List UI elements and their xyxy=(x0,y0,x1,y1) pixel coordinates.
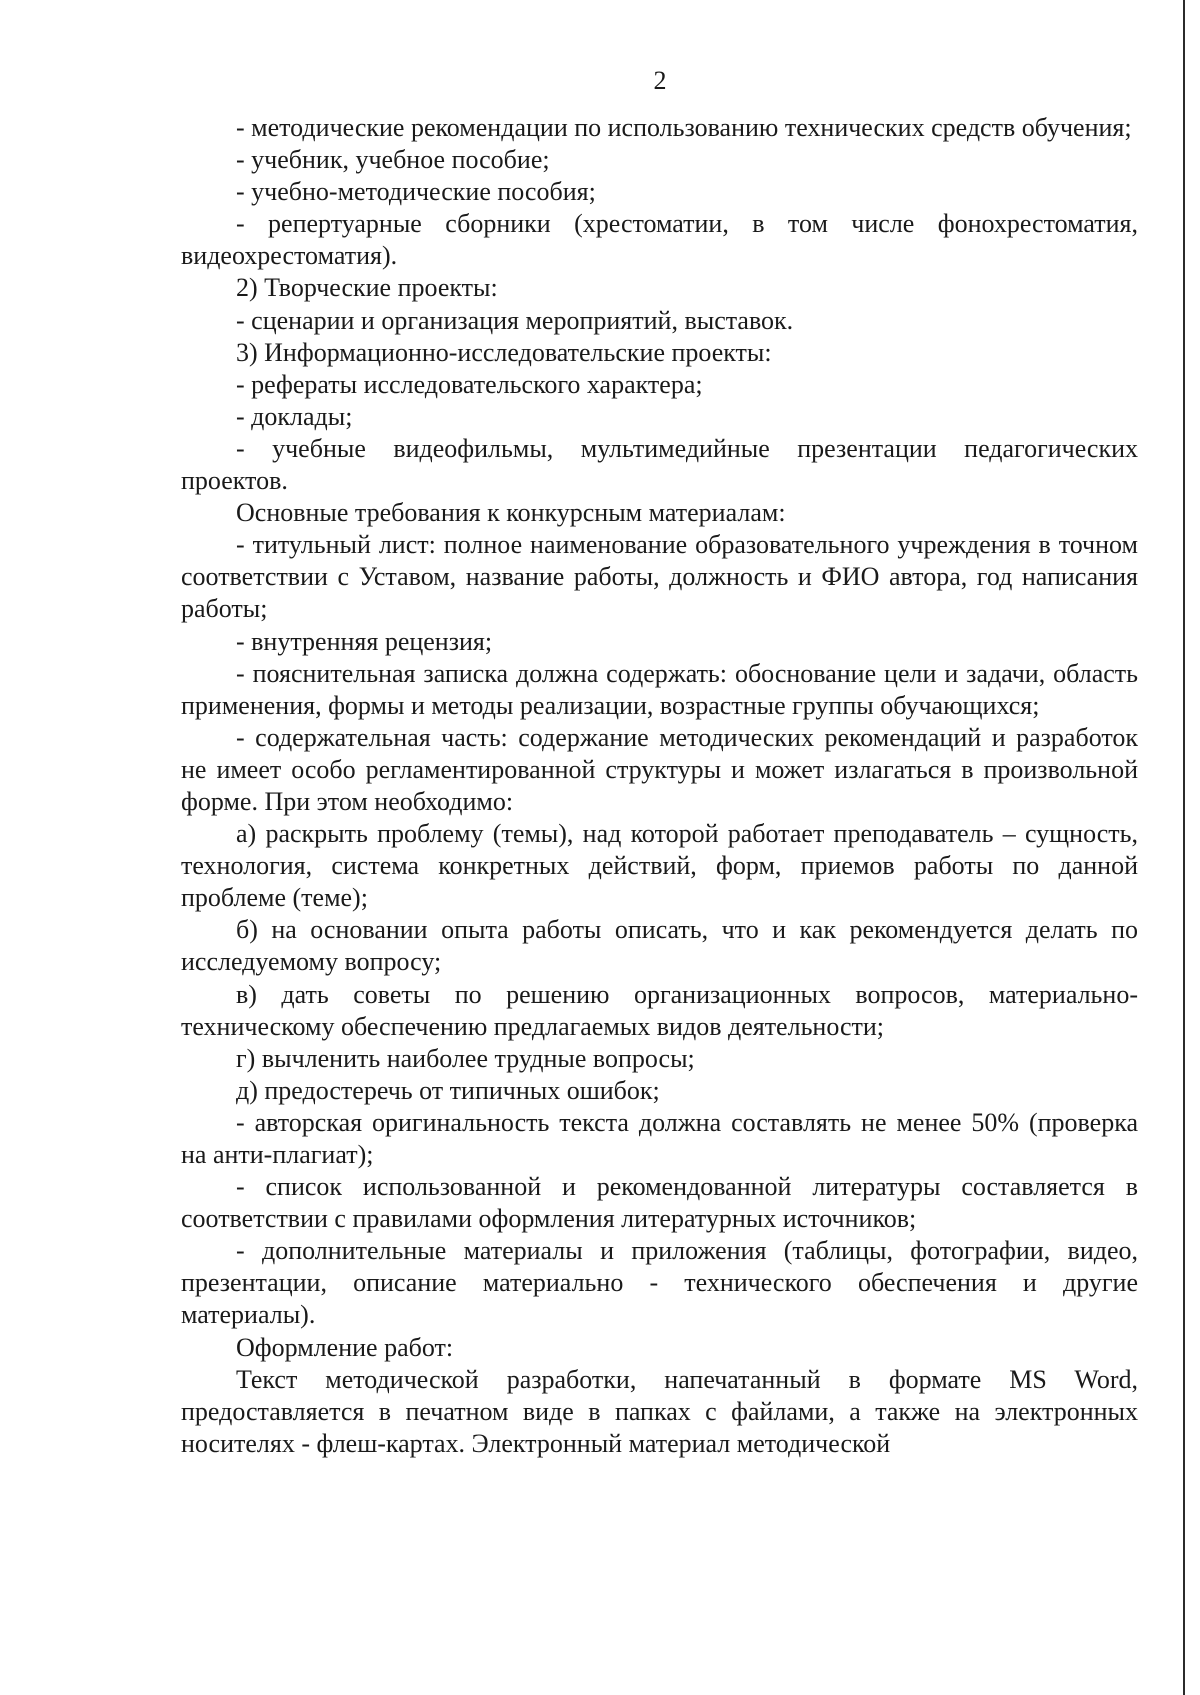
paragraph: г) вычленить наиболее трудные вопросы; xyxy=(236,1043,695,1073)
paragraph: Основные требования к конкурсным материалам: xyxy=(236,498,786,528)
paragraph: - титульный лист: полное наименование образовательного учреждения в точном соответствии с Уставом, название работы, должность и ФИО автора, год написания работы; xyxy=(181,530,1138,624)
paragraph: - репертуарные сборники (хрестоматии, в том числе фонохрестоматия, видеохрестоматия). xyxy=(181,209,1138,271)
paragraph: - методические рекомендации по использованию технических средств обучения; xyxy=(236,113,1132,142)
paragraph: д) предостеречь от типичных ошибок; xyxy=(236,1075,660,1105)
page-edge-line xyxy=(1183,0,1185,1695)
paragraph: - дополнительные материалы и приложения (таблицы, фотографии, видео, презентации, описание материально - технического обеспечения и другие материалы). xyxy=(181,1236,1138,1330)
paragraph: - список использованной и рекомендованной литературы составляется в соответствии с правилами оформления литературных источников; xyxy=(181,1172,1138,1234)
paragraph: - сценарии и организация мероприятий, выставок. xyxy=(236,305,794,335)
paragraph: а) раскрыть проблему (темы), над которой работает преподаватель – сущность, технология, система конкретных действий, форм, приемов работы по данной проблеме (теме); xyxy=(181,819,1138,913)
paragraph: - внутренняя рецензия; xyxy=(236,626,493,656)
paragraph: Оформление работ: xyxy=(236,1332,454,1362)
paragraph: Текст методической разработки, напечатанный в формате MS Word, предоставляется в печатном виде в папках с файлами, а также на электронных носителях - флеш-картах. Электронный материал методической xyxy=(181,1364,1138,1458)
paragraph: - пояснительная записка должна содержать: обоснование цели и задачи, область применения, формы и методы реализации, возрастные группы обучающихся; xyxy=(181,658,1138,720)
paragraph: - доклады; xyxy=(236,401,353,431)
paragraph: - учебно-методические пособия; xyxy=(236,177,596,207)
paragraph: 2) Творческие проекты: xyxy=(236,273,498,303)
paragraph: - учебные видеофильмы, мультимедийные презентации педагогических проектов. xyxy=(181,433,1138,496)
paragraph: в) дать советы по решению организационных вопросов, материально-техническому обеспечению предлагаемых видов деятельности; xyxy=(181,979,1138,1041)
document-body xyxy=(181,112,1138,1460)
paragraph: - авторская оригинальность текста должна составлять не менее 50% (проверка на анти-плагиат); xyxy=(181,1107,1138,1169)
page-number: 2 xyxy=(653,66,667,95)
paragraph: б) на основании опыта работы описать, что и как рекомендуется делать по исследуемому вопросу; xyxy=(181,915,1138,977)
paragraph: - учебник, учебное пособие; xyxy=(236,145,550,175)
paragraph: 3) Информационно-исследовательские проекты: xyxy=(236,337,772,367)
paragraph: - содержательная часть: содержание методических рекомендаций и разработок не имеет особо регламентированной структуры и может излагаться в произвольной форме. При этом необходимо: xyxy=(181,722,1138,816)
paragraph: - рефераты исследовательского характера; xyxy=(236,369,703,399)
